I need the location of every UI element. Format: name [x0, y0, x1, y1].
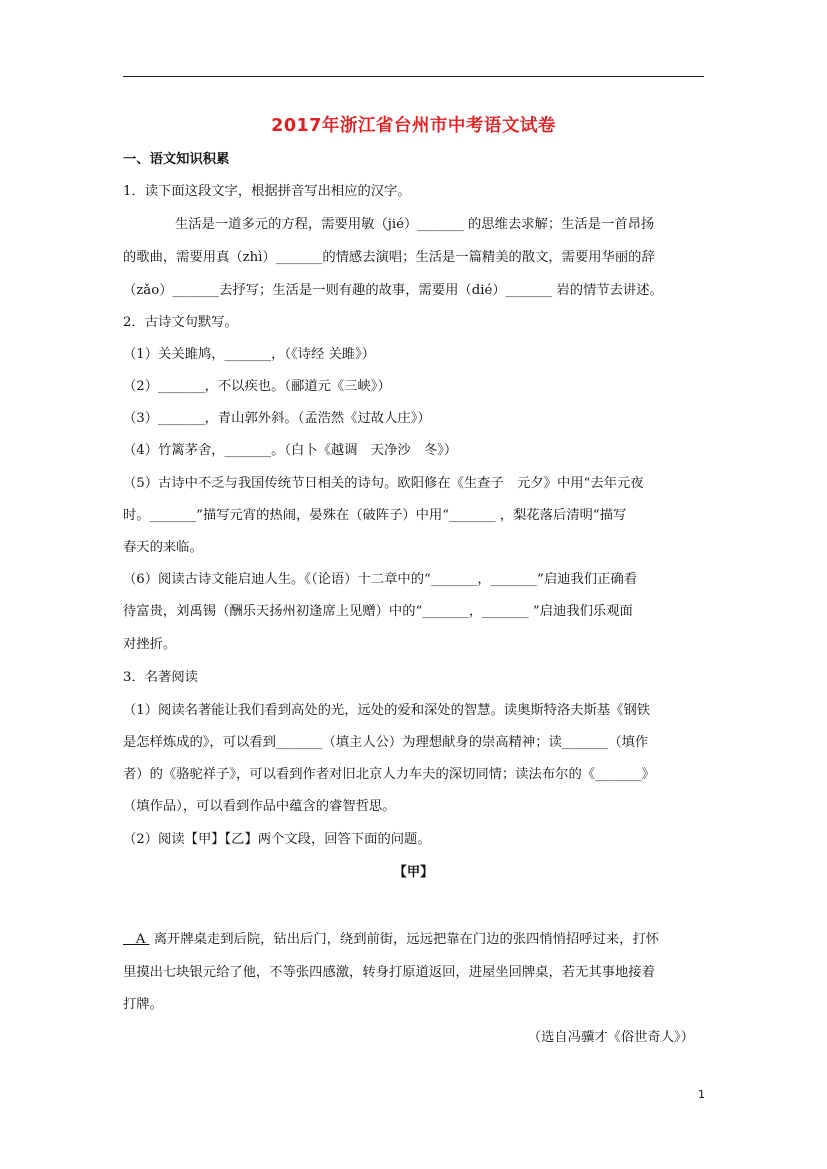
page-number: 1	[698, 1088, 705, 1101]
question-3-item-2: （2）阅读【甲】【乙】两个文段，回答下面的问题。	[123, 832, 431, 847]
question-1-line-1: 生活是一道多元的方程，需要用敏（jié）_______ 的思维去求解；生活是一首昂扬	[175, 217, 655, 232]
question-2-item-2: （2）_______，不以疾也。（郦道元《三峡》）	[123, 379, 391, 394]
passage-source: （选自冯骥才《俗世奇人》）	[527, 1030, 694, 1045]
passage-blank: A	[135, 932, 146, 947]
question-2-item-1: （1）关关雎鸠，_______，（《诗经 关雎》）	[123, 347, 376, 362]
question-3-item-1-end: （填作品），可以看到作品中蕴含的睿智哲思。	[123, 799, 396, 814]
section-heading: 一、语文知识积累	[123, 152, 230, 167]
question-2-item-6-cont: 待富贵，刘禹锡（酬乐天扬州初逢席上见赠）中的“_______，_______ ”启迪我们乐观面	[123, 604, 633, 619]
question-2-item-5-cont: 时。_______”描写元宵的热闹，晏殊在（破阵子）中用“_______ ，梨花落后清明”描写	[123, 508, 627, 523]
question-1-line-2: 的歌曲，需要用真（zhì）_______的情感去演唱；生活是一篇精美的散文，需要用华丽的辞	[123, 250, 655, 265]
passage-line-2: 里摸出七块银元给了他，不等张四感激，转身打原道返回，进屋坐回牌桌，若无其事地接着	[123, 965, 655, 980]
question-2-item-5: （5）古诗中不乏与我国传统节日相关的诗句。欧阳修在《生查子 元夕》中用“去年元夜	[123, 476, 644, 491]
passage-label: 【甲】	[393, 865, 434, 880]
question-3-item-1: （1）阅读名著能让我们看到高处的光，远处的爱和深处的智慧。读奥斯特洛夫斯基《钢铁	[123, 703, 651, 718]
page-title: 2017年浙江省台州市中考语文试卷	[271, 116, 556, 136]
question-3-prompt: 3．名著阅读	[123, 670, 198, 685]
question-2-item-6-end: 对挫折。	[123, 637, 177, 652]
question-2-item-3: （3）_______，青山郭外斜。（孟浩然《过故人庄》）	[123, 411, 431, 426]
question-3-item-1-cont: 是怎样炼成的》，可以看到_______（填主人公）为理想献身的崇高精神；读_______（填作	[123, 735, 649, 750]
question-2-item-4: （4）竹篱茅舍，_______。（白卜《越调 天净沙 冬》）	[123, 443, 458, 458]
question-3-item-1-cont2: 者）的《骆驼祥子》，可以看到作者对旧北京人力车夫的深切同情；读法布尔的《_______》	[123, 767, 655, 782]
passage-line-3: 打牌。	[123, 997, 163, 1012]
question-1-line-3: （zǎo）_______去抒写；生活是一则有趣的故事，需要用（dié）_______ 岩的情节去讲述。	[123, 283, 663, 298]
question-2-item-5-end: 春天的来临。	[123, 540, 203, 555]
question-1-prompt: 1．读下面这段文字，根据拼音写出相应的汉字。	[123, 184, 411, 199]
header-rule	[123, 76, 704, 77]
question-2-prompt: 2．古诗文句默写。	[123, 315, 238, 330]
passage-line-1: A 离开牌桌走到后院，钻出后门，绕到前街，远远把靠在门边的张四悄悄招呼过来，打怀	[123, 932, 659, 948]
question-2-item-6: （6）阅读古诗文能启迪人生。《（论语）十二章中的“_______，_______”启迪我们正确看	[123, 572, 638, 587]
